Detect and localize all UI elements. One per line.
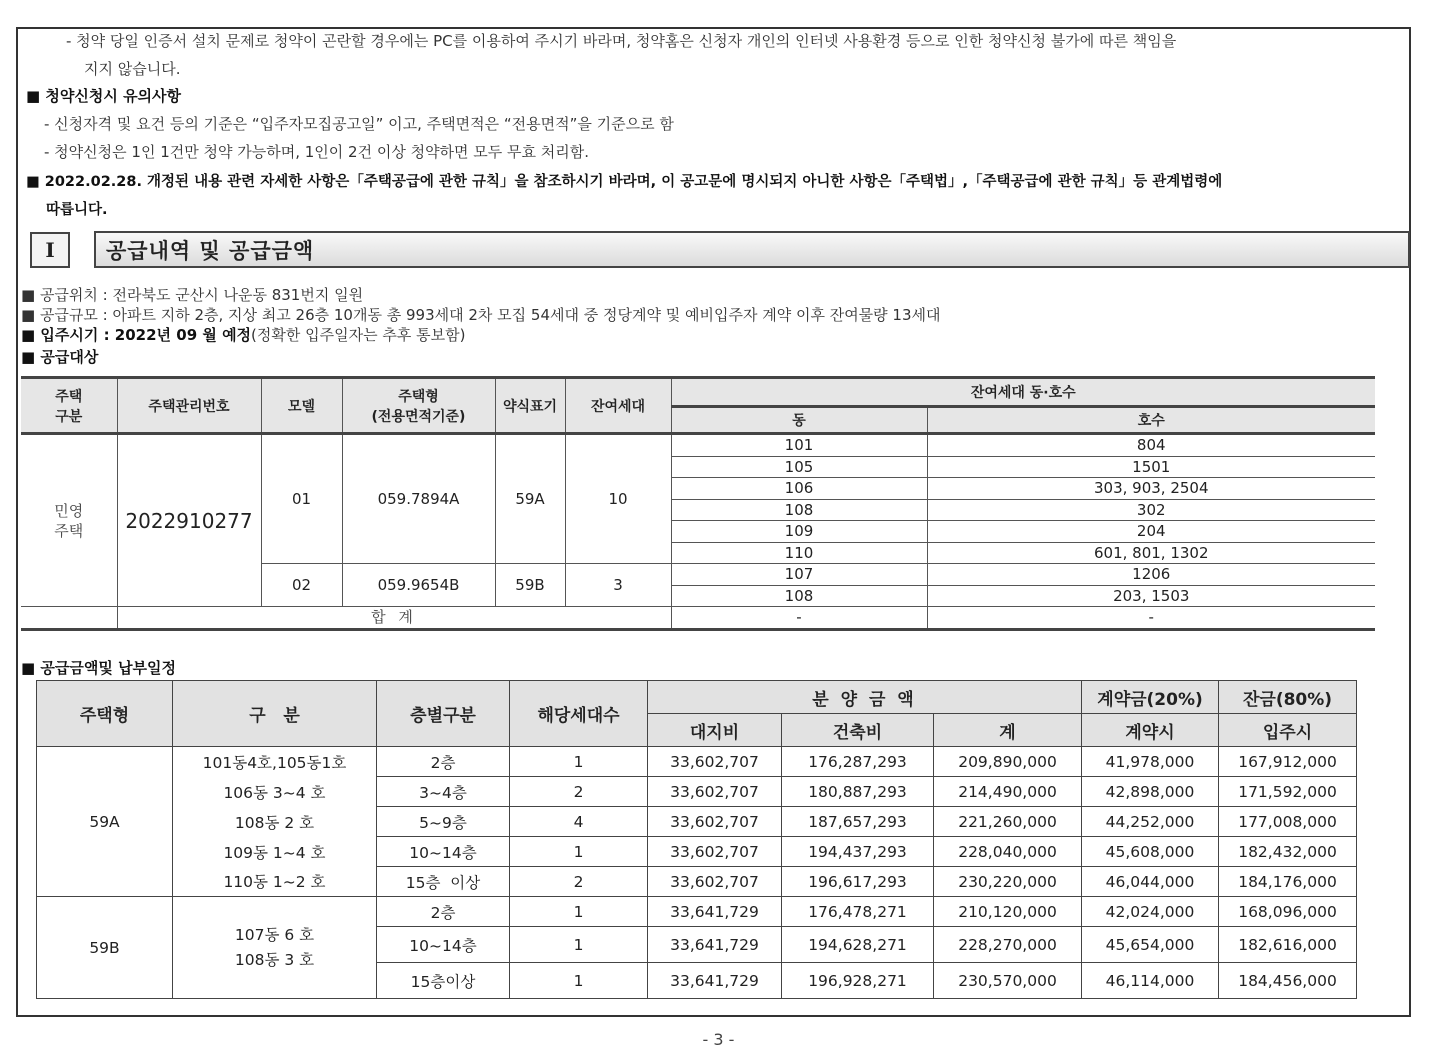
header-on-movein: 입주시 [1219, 714, 1357, 747]
header-units: 해당세대수 [510, 681, 648, 747]
move-in-date: ■ 입주시기 : 2022년 09 월 예정 [21, 326, 252, 344]
count-cell: 3 [565, 564, 671, 607]
balance-cell: 184,456,000 [1219, 963, 1357, 999]
sum-cell: 230,570,000 [934, 963, 1082, 999]
header-sale-price: 분 양 금 액 [648, 681, 1082, 714]
header-abbr: 약식표기 [495, 378, 565, 434]
balance-cell: 184,176,000 [1219, 867, 1357, 897]
dong-cell: 108 [671, 585, 927, 607]
deposit-cell: 42,898,000 [1082, 777, 1219, 807]
section-title: 공급내역 및 공급금액 [94, 231, 1410, 268]
caution-title: ■ 청약신청시 유의사항 [26, 87, 182, 105]
balance-cell: 182,432,000 [1219, 837, 1357, 867]
type-59a-cell: 59A [37, 747, 173, 897]
header-sum: 계 [934, 714, 1082, 747]
category-cell: 107동 6 호 108동 3 호 [173, 897, 377, 999]
sum-cell: 230,220,000 [934, 867, 1082, 897]
building-cell: 196,928,271 [782, 963, 934, 999]
header-dong: 동 [671, 407, 927, 434]
page-number: - 3 - [702, 1030, 735, 1049]
abbr-cell: 59A [495, 434, 565, 564]
floor-cell: 2층 [377, 897, 510, 927]
header-remaining: 잔여세대 [565, 378, 671, 434]
floor-cell: 2층 [377, 747, 510, 777]
size-cell: 059.9654B [342, 564, 495, 607]
size-cell: 059.7894A [342, 434, 495, 564]
units-cell: 1 [510, 897, 648, 927]
header-floor: 층별구분 [377, 681, 510, 747]
land-cell: 33,602,707 [648, 747, 782, 777]
category-cell: 106동 3~4 호 [173, 777, 377, 807]
building-cell: 187,657,293 [782, 807, 934, 837]
units-cell: 1 [510, 747, 648, 777]
ho-cell: 303, 903, 2504 [927, 478, 1375, 500]
abbr-cell: 59B [495, 564, 565, 607]
total-dong: - [671, 607, 927, 630]
header-on-contract: 계약시 [1082, 714, 1219, 747]
dong-cell: 106 [671, 478, 927, 500]
land-cell: 33,641,729 [648, 897, 782, 927]
dong-cell: 110 [671, 542, 927, 564]
sum-cell: 221,260,000 [934, 807, 1082, 837]
header-balance: 잔금(80%) [1219, 681, 1357, 714]
deposit-cell: 44,252,000 [1082, 807, 1219, 837]
floor-cell: 5~9층 [377, 807, 510, 837]
supply-table [21, 376, 1375, 631]
mgmt-number-cell: 2022910277 [117, 434, 261, 607]
dong-cell: 105 [671, 456, 927, 478]
dong-cell: 109 [671, 521, 927, 543]
header-house-size: 주택형 (전용면적기준) [342, 378, 495, 434]
total-blank [21, 607, 117, 630]
deposit-cell: 41,978,000 [1082, 747, 1219, 777]
dong-cell: 108 [671, 499, 927, 521]
units-cell: 1 [510, 963, 648, 999]
model-cell: 01 [261, 434, 342, 564]
header-ho: 호수 [927, 407, 1375, 434]
caution-item-1: - 신청자격 및 요건 등의 기준은 “입주자모집공고일” 이고, 주택면적은 “전용면적”을 기준으로 함 [44, 115, 674, 133]
dong-cell: 101 [671, 434, 927, 457]
header-house-type: 주택형 [37, 681, 173, 747]
floor-cell: 15층 이상 [377, 867, 510, 897]
model-cell: 02 [261, 564, 342, 607]
land-cell: 33,602,707 [648, 807, 782, 837]
balance-cell: 171,592,000 [1219, 777, 1357, 807]
deposit-cell: 45,608,000 [1082, 837, 1219, 867]
ho-cell: 601, 801, 1302 [927, 542, 1375, 564]
category-cell: 110동 1~2 호 [173, 867, 377, 897]
balance-cell: 177,008,000 [1219, 807, 1357, 837]
land-cell: 33,602,707 [648, 837, 782, 867]
land-cell: 33,641,729 [648, 963, 782, 999]
sum-cell: 209,890,000 [934, 747, 1082, 777]
sum-cell: 228,040,000 [934, 837, 1082, 867]
total-ho: - [927, 607, 1375, 630]
land-cell: 33,602,707 [648, 777, 782, 807]
header-units-group: 잔여세대 동·호수 [671, 378, 1375, 407]
header-deposit: 계약금(20%) [1082, 681, 1219, 714]
note-line-2: 지지 않습니다. [84, 60, 181, 78]
building-cell: 176,478,271 [782, 897, 934, 927]
units-cell: 1 [510, 927, 648, 963]
units-cell: 1 [510, 837, 648, 867]
ho-cell: 1206 [927, 564, 1375, 586]
law-note-2: 따릅니다. [46, 202, 108, 218]
deposit-cell: 45,654,000 [1082, 927, 1219, 963]
units-cell: 2 [510, 777, 648, 807]
sum-cell: 214,490,000 [934, 777, 1082, 807]
supply-scale: ■ 공급규모 : 아파트 지하 2층, 지상 최고 26층 10개동 총 993세대 2차 모집 54세대 중 정당계약 및 예비입주자 계약 이후 잔여물량 13세대 [21, 306, 941, 324]
deposit-cell: 46,114,000 [1082, 963, 1219, 999]
units-cell: 2 [510, 867, 648, 897]
dong-cell: 107 [671, 564, 927, 586]
sum-cell: 210,120,000 [934, 897, 1082, 927]
header-mgmt-no: 주택관리번호 [117, 378, 261, 434]
category-cell: 109동 1~4 호 [173, 837, 377, 867]
balance-cell: 182,616,000 [1219, 927, 1357, 963]
supply-location: ■ 공급위치 : 전라북도 군산시 나운동 831번지 일원 [21, 286, 364, 304]
balance-cell: 167,912,000 [1219, 747, 1357, 777]
building-cell: 196,617,293 [782, 867, 934, 897]
floor-cell: 15층이상 [377, 963, 510, 999]
price-title: ■ 공급금액및 납부일정 [21, 659, 177, 677]
deposit-cell: 46,044,000 [1082, 867, 1219, 897]
building-cell: 194,628,271 [782, 927, 934, 963]
house-kind-cell: 민영 주택 [21, 434, 117, 607]
header-house-kind: 주택 구분 [21, 378, 117, 434]
header-building: 건축비 [782, 714, 934, 747]
total-label: 합 계 [117, 607, 671, 630]
ho-cell: 804 [927, 434, 1375, 457]
sum-cell: 228,270,000 [934, 927, 1082, 963]
note-line-1: - 청약 당일 인증서 설치 문제로 청약이 곤란할 경우에는 PC를 이용하여 주시기 바라며, 청약홈은 신청자 개인의 인터넷 사용환경 등으로 인한 청약신청 불가에 따른 책임을 [66, 32, 1177, 50]
ho-cell: 1501 [927, 456, 1375, 478]
deposit-cell: 42,024,000 [1082, 897, 1219, 927]
type-59b-cell: 59B [37, 897, 173, 999]
header-model: 모델 [261, 378, 342, 434]
category-cell: 108동 2 호 [173, 807, 377, 837]
floor-cell: 10~14층 [377, 927, 510, 963]
building-cell: 194,437,293 [782, 837, 934, 867]
price-table [36, 680, 1356, 999]
header-land: 대지비 [648, 714, 782, 747]
floor-cell: 3~4층 [377, 777, 510, 807]
law-note-1: ■ 2022.02.28. 개정된 내용 관련 자세한 사항은「주택공급에 관한 규칙」을 참조하시기 바라며, 이 공고문에 명시되지 아니한 사항은「주택법」,「주택공급에 관한 규칙」등 관계법령에 [26, 174, 1223, 190]
ho-cell: 204 [927, 521, 1375, 543]
units-cell: 4 [510, 807, 648, 837]
supply-target-title: ■ 공급대상 [21, 348, 99, 366]
header-category: 구 분 [173, 681, 377, 747]
category-cell: 101동4호,105동1호 [173, 747, 377, 777]
ho-cell: 302 [927, 499, 1375, 521]
move-in-period [21, 324, 465, 345]
balance-cell: 168,096,000 [1219, 897, 1357, 927]
building-cell: 176,287,293 [782, 747, 934, 777]
ho-cell: 203, 1503 [927, 585, 1375, 607]
count-cell: 10 [565, 434, 671, 564]
building-cell: 180,887,293 [782, 777, 934, 807]
land-cell: 33,602,707 [648, 867, 782, 897]
caution-item-2: - 청약신청은 1인 1건만 청약 가능하며, 1인이 2건 이상 청약하면 모두 무효 처리함. [44, 143, 590, 161]
section-number: I [30, 232, 70, 268]
move-in-note: (정확한 입주일자는 추후 통보함) [251, 326, 466, 344]
floor-cell: 10~14층 [377, 837, 510, 867]
land-cell: 33,641,729 [648, 927, 782, 963]
